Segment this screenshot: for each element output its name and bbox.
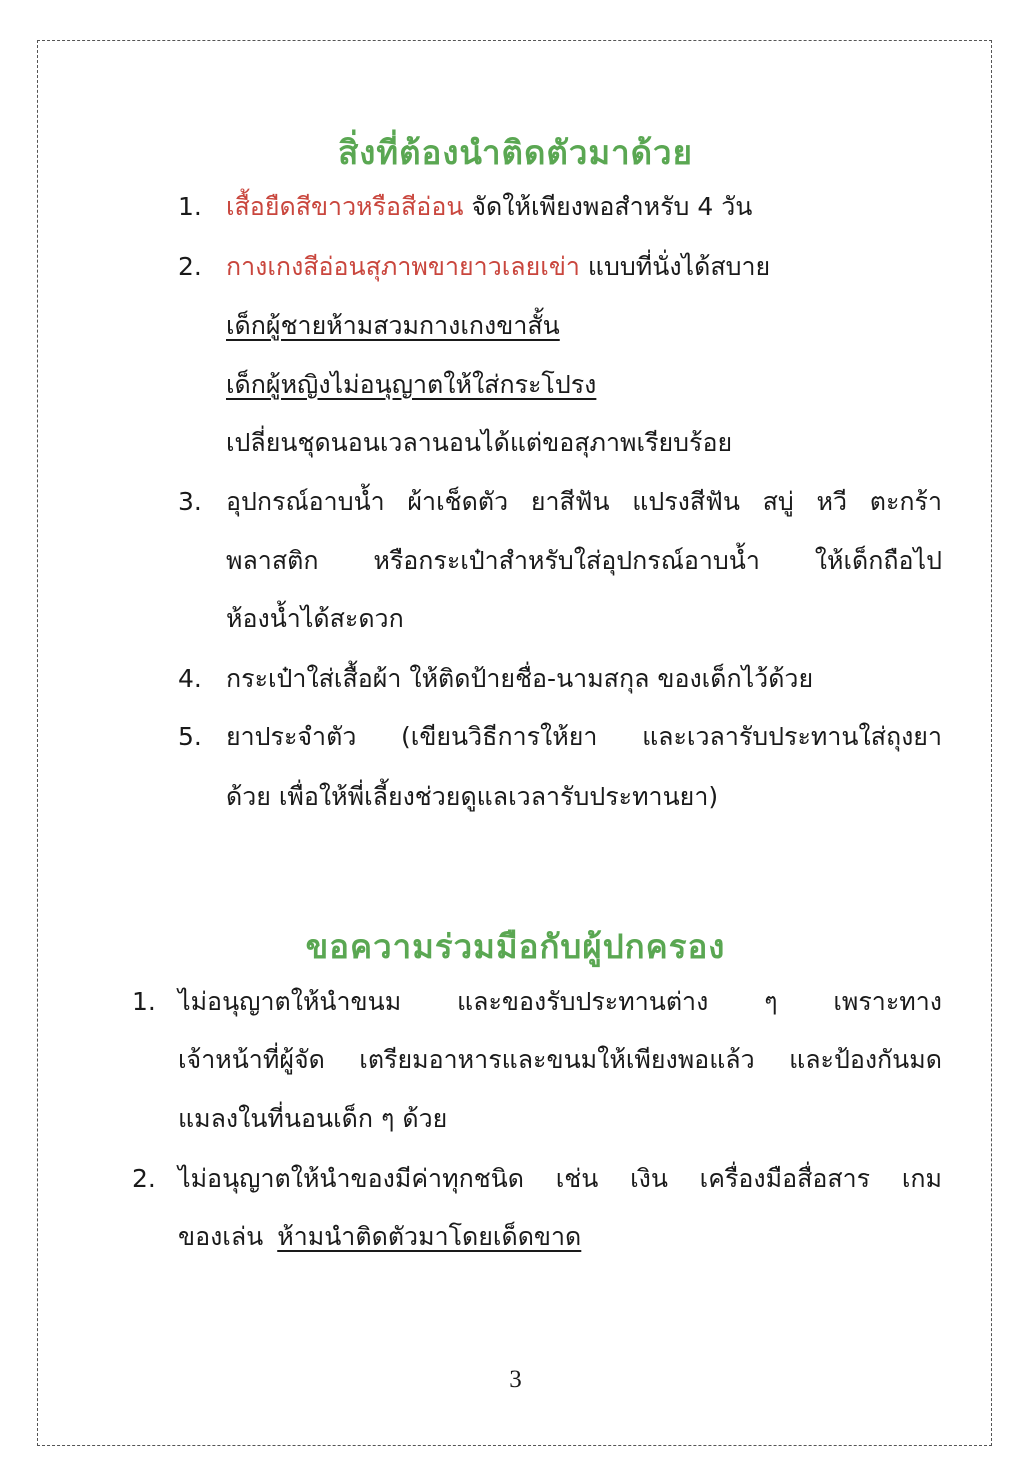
item-text: ยาประจำตัว (เขียนวิธีการให้ยา และเวลารับประทานใส่ถุงยา [226,722,942,751]
highlight-text: กางเกงสีอ่อนสุภาพขายาวเลยเข่า [226,252,580,281]
underlined-note: เด็กผู้ชายห้ามสวมกางเกงขาสั้น [226,311,560,340]
item-text: จัดให้เพียงพอสำหรับ 4 วัน [463,192,753,221]
item-text: พลาสติก หรือกระเป๋าสำหรับใส่อุปกรณ์อาบน้ำ ให้เด็กถือไป [226,546,942,575]
item-text: ไม่อนุญาตให้นำขนม และของรับประทานต่าง ๆ เพราะทาง [178,987,942,1016]
highlight-text: เสื้อยืดสีขาวหรือสีอ่อน [226,192,464,221]
item-number: 4. [178,664,202,693]
item-number: 5. [178,722,202,751]
list-item [226,190,752,224]
list-item [178,1220,581,1254]
item-text: เปลี่ยนชุดนอนเวลานอนได้แต่ขอสุภาพเรียบร้อย [226,428,733,457]
item-text: ด้วย เพื่อให้พี่เลี้ยงช่วยดูแลเวลารับประทานยา) [226,782,719,811]
item-number: 3. [178,487,202,516]
page-number: 3 [509,1366,522,1393]
item-text: กระเป๋าใส่เสื้อผ้า ให้ติดป้ายชื่อ-นามสกุล ของเด็กไว้ด้วย [226,664,814,693]
item-text: ห้องน้ำได้สะดวก [226,604,404,633]
underlined-note: เด็กผู้หญิงไม่อนุญาตให้ใส่กระโปรง [226,370,597,399]
underlined-note: ห้ามนำติดตัวมาโดยเด็ดขาด [277,1222,582,1251]
item-number: 1. [132,987,156,1016]
item-text: เจ้าหน้าที่ผู้จัด เตรียมอาหารและขนมให้เพียงพอแล้ว และป้องกันมด [178,1045,942,1074]
item-text: ของเล่น [178,1222,272,1251]
item-number: 1. [178,192,202,221]
section-title-items-to-bring: สิ่งที่ต้องนำติดตัวมาด้วย [338,133,693,172]
item-number: 2. [178,252,202,281]
item-text: ไม่อนุญาตให้นำของมีค่าทุกชนิด เช่น เงิน เครื่องมือสื่อสาร เกม [178,1164,942,1193]
item-text: อุปกรณ์อาบน้ำ ผ้าเช็ดตัว ยาสีฟัน แปรงสีฟัน สบู่ หวี ตะกร้า [226,487,942,516]
list-item [226,250,770,284]
item-number: 2. [132,1164,156,1193]
item-text: แมลงในที่นอนเด็ก ๆ ด้วย [178,1104,448,1133]
item-text: แบบที่นั่งได้สบาย [579,252,771,281]
section-title-parent-cooperation: ขอความร่วมมือกับผู้ปกครอง [305,927,726,966]
